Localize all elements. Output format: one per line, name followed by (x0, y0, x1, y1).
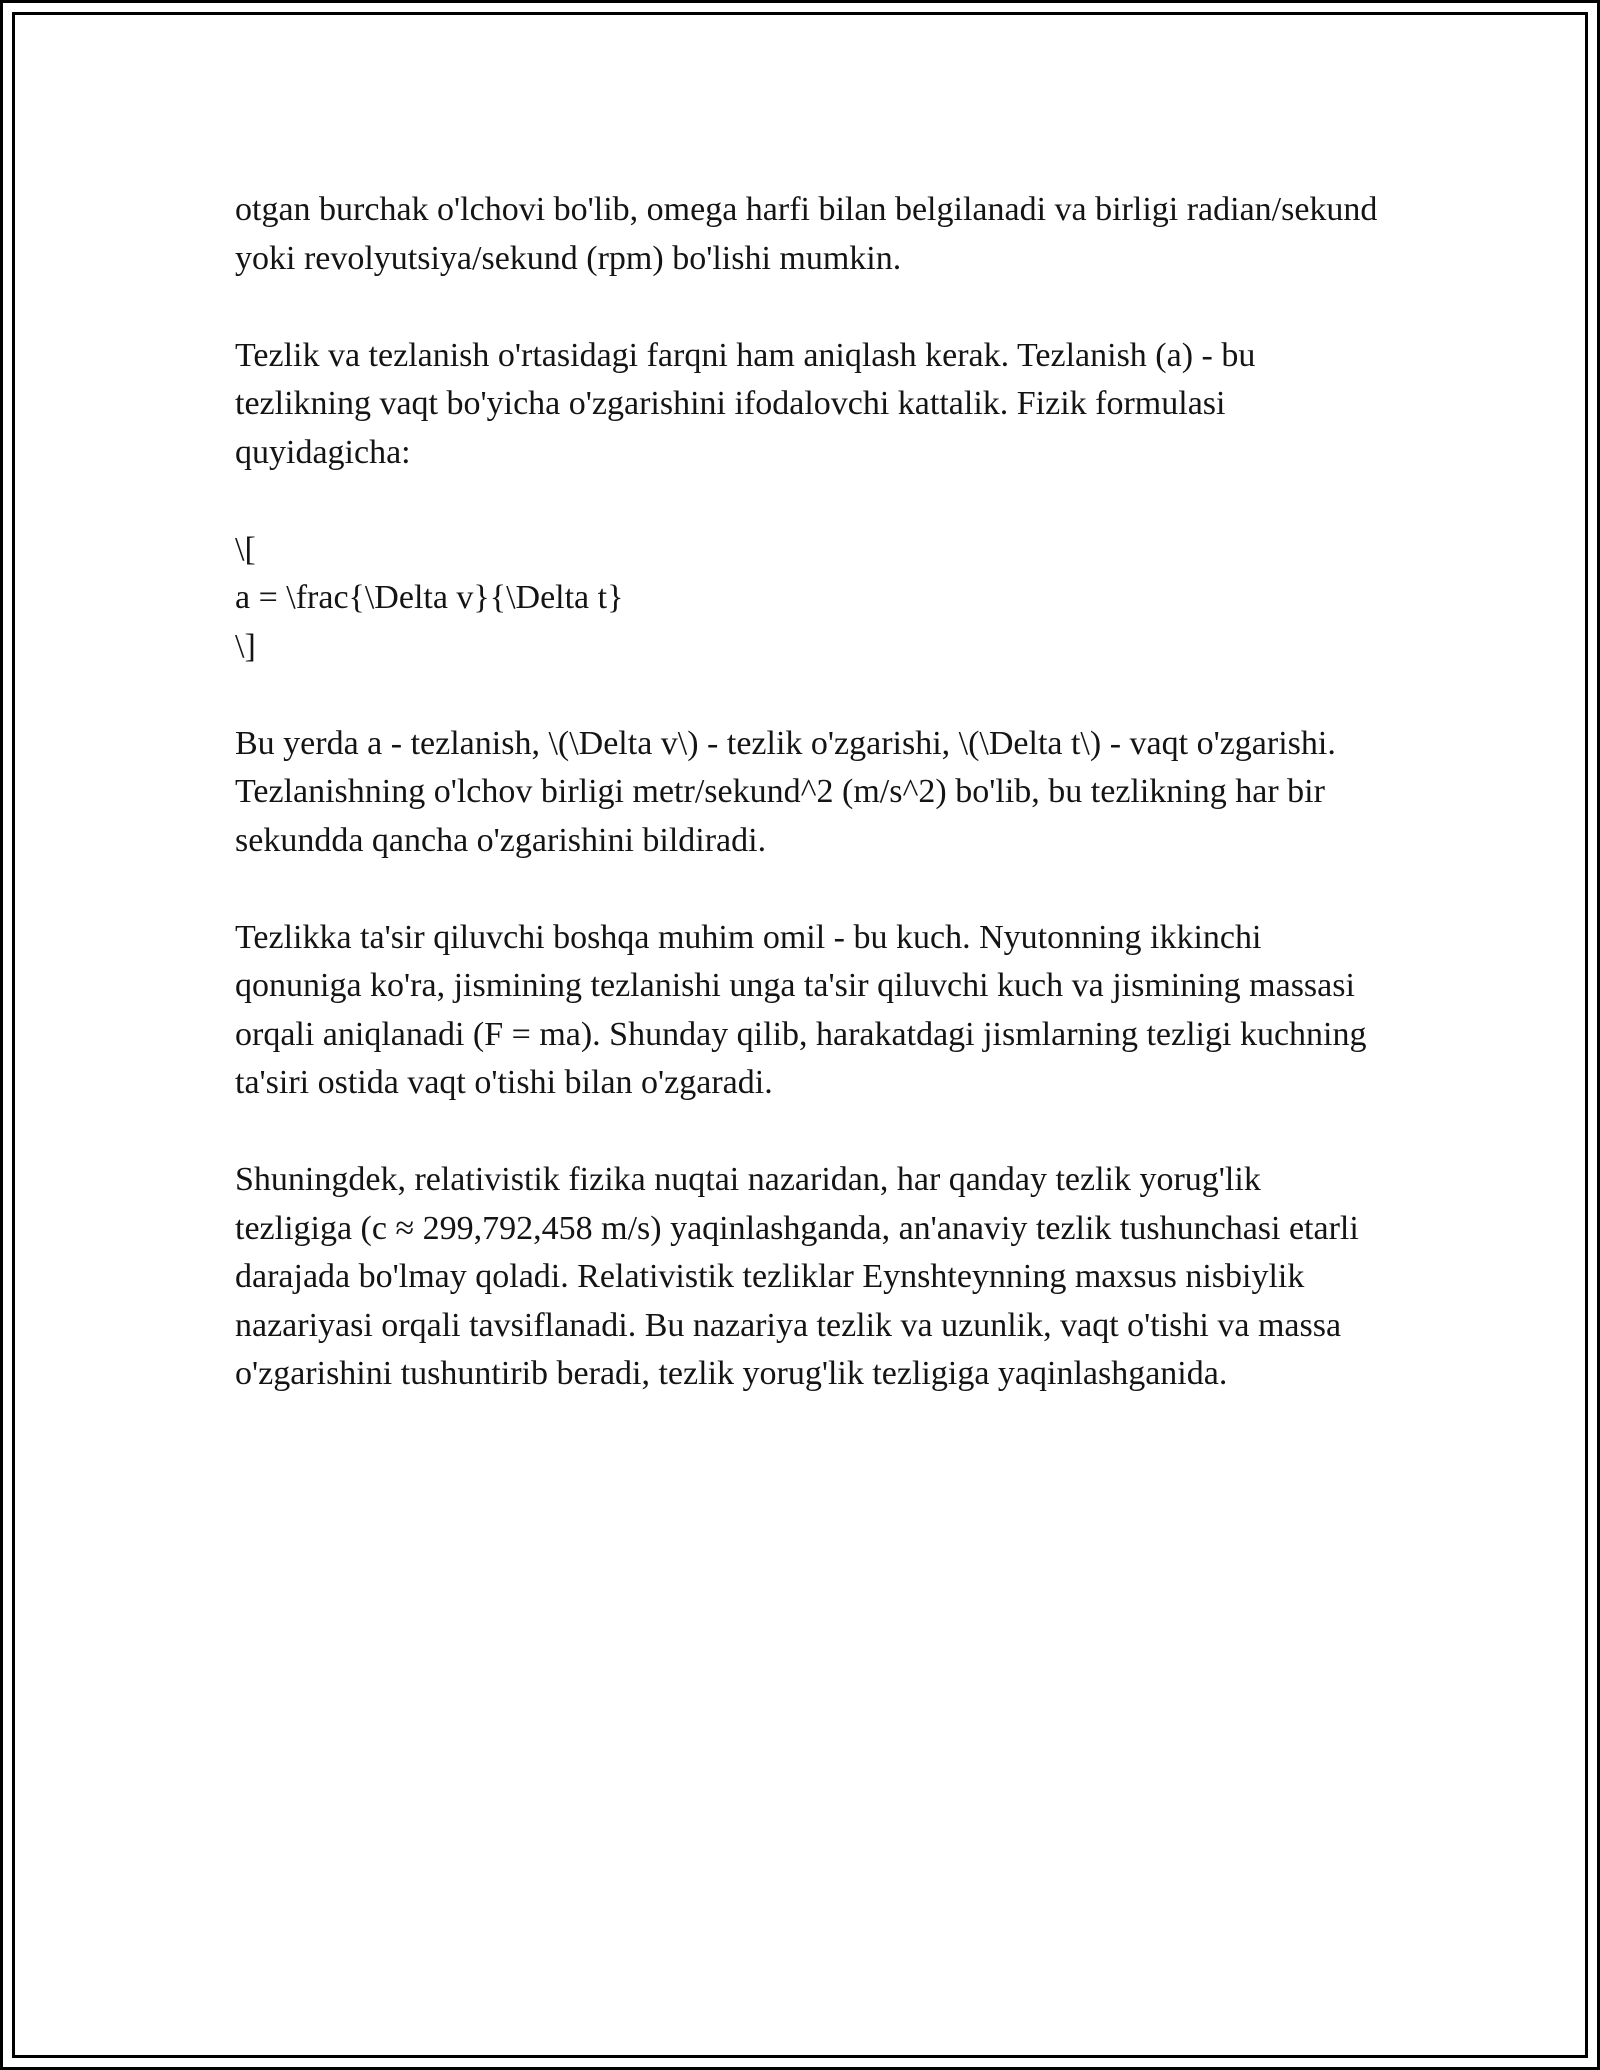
formula-open-delimiter: \[ (235, 530, 256, 568)
formula-close-delimiter: \] (235, 627, 256, 665)
paragraph-newton-force: Tezlikka ta'sir qiluvchi boshqa muhim omil - bu kuch. Nyutonning ikkinchi qonuniga ko'ra, jismining tezlanishi unga ta'sir qiluvchi kuch va jismining massasi orqali aniqlanadi (F = ma). Shunday qilib, harakatdagi jismlarning tezligi kuchning ta'siri ostida vaqt o'tishi bilan o'zgaradi. (235, 918, 1367, 1101)
formula-block (235, 526, 1385, 672)
paragraph-relativity: Shuningdek, relativistik fizika nuqtai nazaridan, har qanday tezlik yorug'lik tezligiga (c ≈ 299,792,458 m/s) yaqinlashganda, an'anaviy tezlik tushunchasi etarli darajada bo'lmay qoladi. Relativistik tezliklar Eynshteynning maxsus nisbiylik nazariyasi orqali tavsiflanadi. Bu nazariya tezlik va uzunlik, vaqt o'tishi va massa o'zgarishini tushuntirib beradi, tezlik yorug'lik tezligiga yaqinlashganida. (235, 1161, 1359, 1392)
paragraph-acceleration-units: Bu yerda a - tezlanish, \(\Delta v\) - tezlik o'zgarishi, \(\Delta t\) - vaqt o'zgarishi. Tezlanishning o'lchov birligi metr/sekund^2 (m/s^2) bo'lib, bu tezlikning har bir sekundda qancha o'zgarishini bildiradi. (235, 724, 1336, 859)
paragraph-angular-velocity: otgan burchak o'lchovi bo'lib, omega harfi bilan belgilanadi va birligi radian/sekund yoki revolyutsiya/sekund (rpm) bo'lishi mumkin. (235, 191, 1378, 277)
paragraph-acceleration-intro: Tezlik va tezlanish o'rtasidagi farqni ham aniqlash kerak. Tezlanish (a) - bu tezlikning vaqt bo'yicha o'zgarishini ifodalovchi kattalik. Fizik formulasi quyidagicha: (235, 336, 1256, 471)
formula-acceleration: a = \frac{\Delta v}{\Delta t} (235, 579, 624, 616)
document-body (235, 186, 1385, 1447)
